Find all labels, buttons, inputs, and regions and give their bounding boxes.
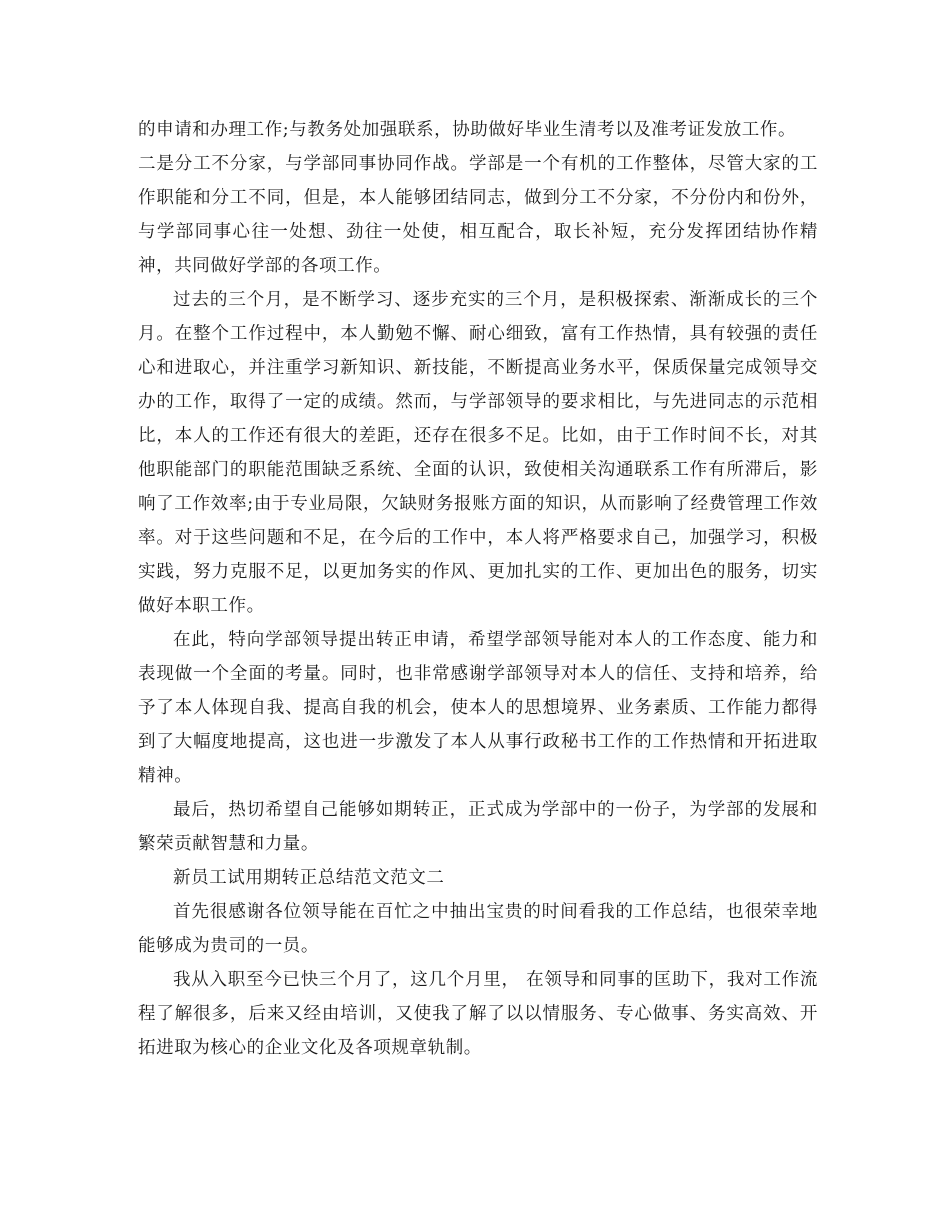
- paragraph-continuation: 的申请和办理工作;与教务处加强联系，协助做好毕业生清考以及准考证发放工作。: [138, 120, 797, 140]
- paragraph-onboarding: 我从入职至今已快三个月了，这几个月里， 在领导和同事的匡助下，我对工作流程了解很多，后来又经由培训，又使我了解了以以情服务、专心做事、务实高效、开拓进取为核心的企业文化及各项规章轨制。: [138, 970, 818, 1058]
- paragraph-thanks: 首先很感谢各位领导能在百忙之中抽出宝贵的时间看我的工作总结，也很荣幸地能够成为贵司的一员。: [138, 902, 818, 956]
- paragraph-closing-hope: 最后，热切希望自己能够如期转正，正式成为学部中的一份子，为学部的发展和繁荣贡献智慧和力量。: [138, 800, 818, 854]
- paragraph-promotion-request: 在此，特向学部领导提出转正申请，希望学部领导能对本人的工作态度、能力和表现做一个全面的考量。同时，也非常感谢学部领导对本人的信任、支持和培养，给予了本人体现自我、提高自我的机会，使本人的思想境界、业务素质、工作能力都得到了大幅度地提高，这也进一步激发了本人从事行政秘书工作的工作热情和开拓进取精神。: [138, 630, 818, 786]
- paragraph-division-of-work: 二是分工不分家，与学部同事协同作战。学部是一个有机的工作整体，尽管大家的工作职能和分工不同，但是，本人能够团结同志，做到分工不分家，不分份内和份外，与学部同事心往一处想、劲往一处使，相互配合，取长补短，充分发挥团结协作精神，共同做好学部的各项工作。: [138, 154, 818, 276]
- document-body: [138, 113, 818, 1065]
- section-heading: 新员工试用期转正总结范文范文二: [173, 868, 445, 888]
- paragraph-three-months-review: 过去的三个月，是不断学习、逐步充实的三个月，是积极探索、渐渐成长的三个月。在整个工作过程中，本人勤勉不懈、耐心细致，富有工作热情，具有较强的责任心和进取心，并注重学习新知识、新技能，不断提高业务水平，保质保量完成领导交办的工作，取得了一定的成绩。然而，与学部领导的要求相比，与先进同志的示范相比，本人的工作还有很大的差距，还存在很多不足。比如，由于工作时间不长，对其他职能部门的职能范围缺乏系统、全面的认识，致使相关沟通联系工作有所滞后，影响了工作效率;由于专业局限，欠缺财务报账方面的知识，从而影响了经费管理工作效率。对于这些问题和不足，在今后的工作中，本人将严格要求自己，加强学习，积极实践，努力克服不足，以更加务实的作风、更加扎实的工作、更加出色的服务，切实做好本职工作。: [138, 290, 818, 616]
